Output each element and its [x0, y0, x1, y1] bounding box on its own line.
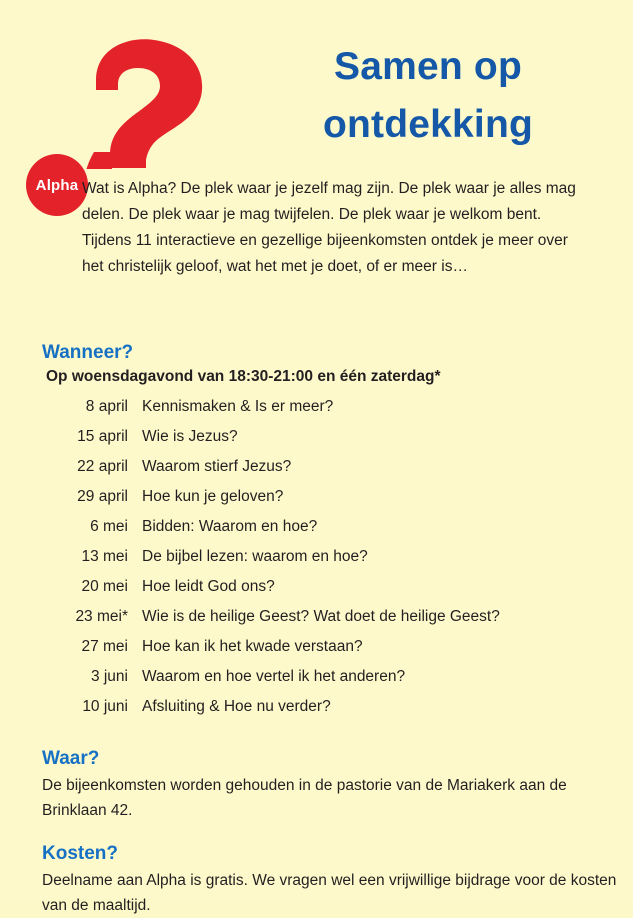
schedule-topic: Hoe kun je geloven?: [142, 488, 284, 505]
kosten-text: Deelname aan Alpha is gratis. We vragen wel een vrijwillige bijdrage voor de kosten van de maaltijd.: [42, 872, 617, 914]
list-item: [42, 602, 622, 632]
alpha-logo: [14, 20, 244, 194]
alpha-badge: Alpha: [26, 154, 88, 216]
schedule-topic: Bidden: Waarom en hoe?: [142, 518, 318, 535]
list-item: [42, 692, 622, 722]
schedule-date: 15 april: [77, 428, 128, 445]
page-title: [238, 38, 618, 154]
intro-paragraph: Wat is Alpha? De plek waar je jezelf mag zijn. De plek waar je alles mag delen. De plek waar je mag twijfelen. De plek waar je welkom bent. Tijdens 11 interactieve en gezellige bijeenkomsten ontdek je meer over het christelijk geloof, wat het met je doet, of er meer is…: [82, 180, 576, 275]
schedule-date: 13 mei: [81, 548, 128, 565]
waar-text: De bijeenkomsten worden gehouden in de pastorie van de Mariakerk aan de Brinklaan 42.: [42, 777, 567, 819]
schedule-topic: Kennismaken & Is er meer?: [142, 398, 334, 415]
poster-header: [0, 0, 633, 194]
section-kosten: [42, 843, 622, 918]
schedule-date: 8 april: [85, 398, 128, 415]
schedule-topic: Wie is Jezus?: [142, 428, 238, 445]
schedule-list: [42, 392, 622, 722]
schedule-date: 29 april: [77, 488, 128, 505]
list-item: [42, 482, 622, 512]
title-line-1: Samen op: [334, 45, 522, 88]
list-item: [42, 632, 622, 662]
section-waar: [42, 748, 622, 823]
schedule-topic: Afsluiting & Hoe nu verder?: [142, 698, 331, 715]
schedule-topic: De bijbel lezen: waarom en hoe?: [142, 548, 368, 565]
question-mark-icon: [76, 34, 206, 169]
list-item: [42, 512, 622, 542]
title-line-2: ontdekking: [322, 103, 533, 146]
waar-heading: Waar?: [42, 748, 100, 769]
schedule-date: 27 mei: [81, 638, 128, 655]
list-item: [42, 392, 622, 422]
schedule-date: 10 juni: [82, 698, 128, 715]
schedule-topic: Wie is de heilige Geest? Wat doet de heilige Geest?: [142, 608, 500, 625]
schedule-topic: Hoe kan ik het kwade verstaan?: [142, 638, 363, 655]
list-item: [42, 452, 622, 482]
schedule-date: 20 mei: [81, 578, 128, 595]
kosten-heading: Kosten?: [42, 843, 118, 864]
list-item: [42, 572, 622, 602]
schedule-date: 3 juni: [90, 668, 128, 685]
wanneer-subtitle: Op woensdagavond van 18:30-21:00 en één zaterdag*: [46, 368, 441, 385]
poster-content: [42, 342, 622, 918]
schedule-topic: Hoe leidt God ons?: [142, 578, 275, 595]
list-item: [42, 542, 622, 572]
schedule-date: 23 mei*: [75, 608, 128, 625]
schedule-date: 6 mei: [90, 518, 128, 535]
schedule-topic: Waarom en hoe vertel ik het anderen?: [142, 668, 406, 685]
schedule-topic: Waarom stierf Jezus?: [142, 458, 292, 475]
list-item: [42, 422, 622, 452]
list-item: [42, 662, 622, 692]
section-wanneer: [42, 342, 622, 722]
schedule-date: 22 april: [77, 458, 128, 475]
wanneer-heading: Wanneer?: [42, 342, 134, 363]
